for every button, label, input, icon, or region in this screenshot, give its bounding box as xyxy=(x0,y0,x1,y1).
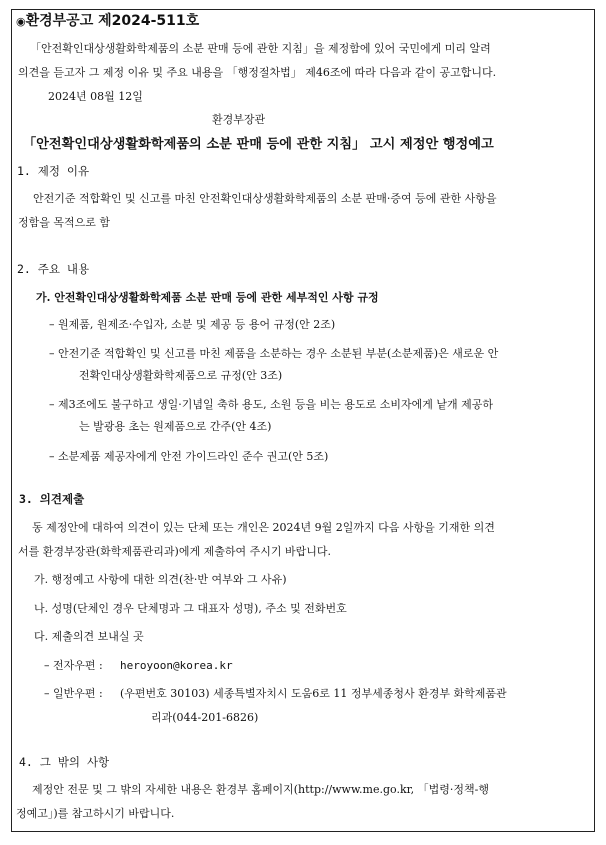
mail-address-line-2: 리과(044-201-6826) xyxy=(151,711,259,724)
section-3-item-na: 나. 성명(단체인 경우 단체명과 그 대표자 성명), 주소 및 전화번호 xyxy=(34,602,347,615)
section-2-item-1: – 원제품, 원제조·수입자, 소분 및 제공 등 용어 규정(안 2조) xyxy=(49,318,336,331)
section-3-item-da: 다. 제출의견 보내실 곳 xyxy=(34,630,144,643)
section-4-heading: 4. 그 밖의 사항 xyxy=(19,755,110,769)
intro-line-2: 의견을 듣고자 그 제정 이유 및 주요 내용을 「행정절차법」 제46조에 따라 다음과 같이 공고합니다. xyxy=(18,66,497,79)
section-2-item-2-cont: 전확인대상생활화학제품으로 규정(안 3조) xyxy=(79,369,283,382)
section-3-line-2: 서를 환경부장관(화학제품관리과)에게 제출하여 주시기 바랍니다. xyxy=(18,545,331,558)
notice-date: 2024년 08월 12일 xyxy=(48,90,143,103)
section-1-heading: 1. 제정 이유 xyxy=(17,164,90,178)
notice-number-text: 환경부공고 제2024-511호 xyxy=(25,13,200,29)
document-title: 「안전확인대상생활화학제품의 소분 판매 등에 관한 지침」 고시 제정안 행정예고 xyxy=(23,137,494,152)
section-3-line-1: 동 제정안에 대하여 의견이 있는 단체 또는 개인은 2024년 9월 2일까지 다음 사항을 기재한 의견 xyxy=(32,521,495,534)
intro-line-1: 「안전확인대상생활화학제품의 소분 판매 등에 관한 지침」을 제정함에 있어 국민에게 미리 알려 xyxy=(30,42,491,55)
email-address-link[interactable]: heroyoon@korea.kr xyxy=(120,659,233,672)
email-label: – 전자우편 : xyxy=(44,659,103,672)
section-4-line-2: 정예고」)를 참고하시기 바랍니다. xyxy=(16,807,175,820)
section-3-item-ga: 가. 행정예고 사항에 대한 의견(찬·반 여부와 그 사유) xyxy=(34,573,287,586)
section-1-line-2: 정함을 목적으로 함 xyxy=(18,216,111,229)
issuer: 환경부장관 xyxy=(212,113,266,126)
section-3-heading: 3. 의견제출 xyxy=(19,492,85,506)
section-2-item-2: – 안전기준 적합확인 및 신고를 마친 제품을 소분하는 경우 소분된 부분(소분제품)은 새로운 안 xyxy=(49,347,499,360)
section-2-item-3-cont: 는 발광용 초는 원제품으로 간주(안 4조) xyxy=(79,420,272,433)
section-2-item-4: – 소분제품 제공자에게 안전 가이드라인 준수 권고(안 5조) xyxy=(49,450,329,463)
section-2-subheading: 가. 안전확인대상생활화학제품 소분 판매 등에 관한 세부적인 사항 규정 xyxy=(36,291,379,304)
section-2-item-3: – 제3조에도 불구하고 생일·기념일 축하 용도, 소원 등을 비는 용도로 소비자에게 낱개 제공하 xyxy=(49,398,493,411)
section-4-line-1: 제정안 전문 및 그 밖의 자세한 내용은 환경부 홈페이지(http://www.me.go.kr, 「법령·정책-행 xyxy=(32,783,490,796)
mail-label: – 일반우편 : xyxy=(44,687,103,700)
bullet-icon: ◉ xyxy=(16,15,26,28)
mail-address-line-1: (우편번호 30103) 세종특별자치시 도움6로 11 정부세종청사 환경부 화학제품관 xyxy=(120,687,507,700)
notice-number xyxy=(16,12,199,31)
section-2-heading: 2. 주요 내용 xyxy=(17,262,90,276)
section-1-line-1: 안전기준 적합확인 및 신고를 마친 안전확인대상생활화학제품의 소분 판매·증여 등에 관한 사항을 xyxy=(33,192,497,205)
